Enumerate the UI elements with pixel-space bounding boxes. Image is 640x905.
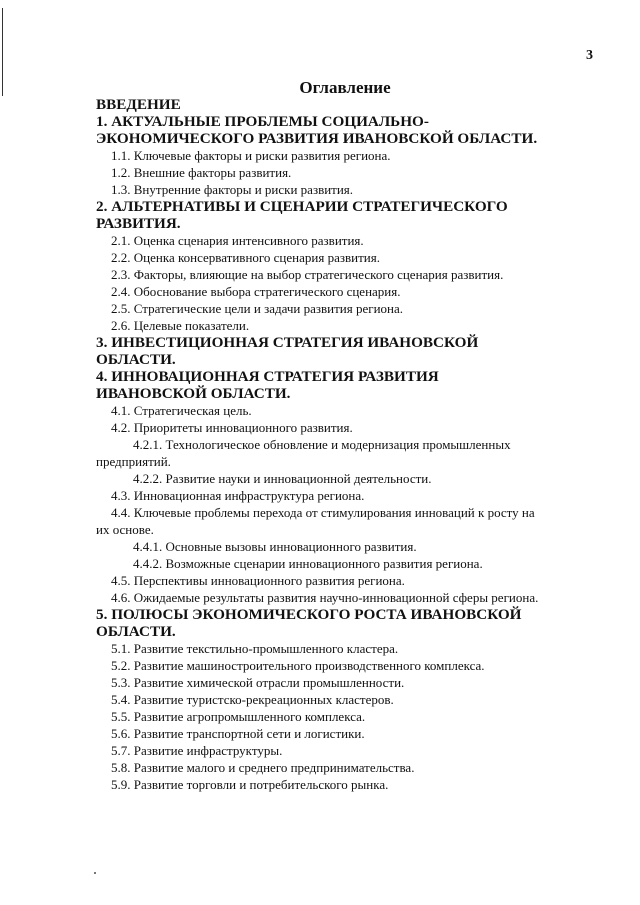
toc-subsection-item: 5.4. Развитие туристско-рекреационных кластеров. [111,692,394,707]
toc-subsubsection-item: 4.4.1. Основные вызовы инновационного развития. [133,539,417,554]
toc-section-heading: 2. АЛЬТЕРНАТИВЫ И СЦЕНАРИИ СТРАТЕГИЧЕСКОГО РАЗВИТИЯ. [96,198,508,232]
toc-subsection-item: 2.3. Факторы, влияющие на выбор стратегического сценария развития. [111,267,504,282]
table-of-contents [96,96,551,793]
toc-subsection-item: 5.2. Развитие машиностроительного производственного комплекса. [111,658,485,673]
toc-subsection-item: 2.1. Оценка сценария интенсивного развития. [111,233,364,248]
toc-subsection-item: 4.3. Инновационная инфраструктура региона. [111,488,365,503]
toc-subsection-item: 4.6. Ожидаемые результаты развития научно-инновационной сферы региона. [111,590,539,605]
toc-subsection-item: 5.9. Развитие торговли и потребительского рынка. [111,777,389,792]
toc-subsection-item: 2.6. Целевые показатели. [111,318,250,333]
toc-subsection-item: 5.5. Развитие агропромышленного комплекса. [111,709,366,724]
toc-subsection-item: 4.5. Перспективы инновационного развития региона. [111,573,405,588]
toc-subsection-item: 1.3. Внутренние факторы и риски развития. [111,182,354,197]
page-title: Оглавление [299,78,391,97]
toc-subsection-item: 5.6. Развитие транспортной сети и логистики. [111,726,365,741]
toc-subsection-item: 4.4. Ключевые проблемы перехода от стимулирования инноваций к росту на их основе. [96,505,535,537]
toc-subsection-item: 4.1. Стратегическая цель. [111,403,252,418]
scan-speck [94,872,96,874]
toc-section-heading: 1. АКТУАЛЬНЫЕ ПРОБЛЕМЫ СОЦИАЛЬНО-ЭКОНОМИЧЕСКОГО РАЗВИТИЯ ИВАНОВСКОЙ ОБЛАСТИ. [96,113,538,147]
toc-subsection-item: 2.4. Обоснование выбора стратегического сценария. [111,284,401,299]
toc-subsection-item: 2.2. Оценка консервативного сценария развития. [111,250,380,265]
toc-subsection-item: 5.1. Развитие текстильно-промышленного кластера. [111,641,399,656]
toc-section-heading: ВВЕДЕНИЕ [96,96,181,113]
toc-section-heading: 3. ИНВЕСТИЦИОННАЯ СТРАТЕГИЯ ИВАНОВСКОЙ ОБЛАСТИ. [96,334,479,368]
toc-subsubsection-item: 4.2.1. Технологическое обновление и модернизация промышленных предприятий. [96,437,511,469]
toc-section-heading: 4. ИННОВАЦИОННАЯ СТРАТЕГИЯ РАЗВИТИЯ ИВАНОВСКОЙ ОБЛАСТИ. [96,368,439,402]
toc-subsection-item: 5.8. Развитие малого и среднего предпринимательства. [111,760,415,775]
toc-subsubsection-item: 4.2.2. Развитие науки и инновационной деятельности. [133,471,432,486]
toc-subsection-item: 5.7. Развитие инфраструктуры. [111,743,283,758]
toc-subsection-item: 2.5. Стратегические цели и задачи развития региона. [111,301,404,316]
page-number: 3 [586,48,593,63]
toc-subsection-item: 4.2. Приоритеты инновационного развития. [111,420,353,435]
toc-subsection-item: 1.1. Ключевые факторы и риски развития региона. [111,148,391,163]
toc-subsection-item: 5.3. Развитие химической отрасли промышленности. [111,675,405,690]
toc-section-heading: 5. ПОЛЮСЫ ЭКОНОМИЧЕСКОГО РОСТА ИВАНОВСКОЙ ОБЛАСТИ. [96,606,522,640]
toc-subsubsection-item: 4.4.2. Возможные сценарии инновационного развития региона. [133,556,483,571]
toc-subsection-item: 1.2. Внешние факторы развития. [111,165,292,180]
